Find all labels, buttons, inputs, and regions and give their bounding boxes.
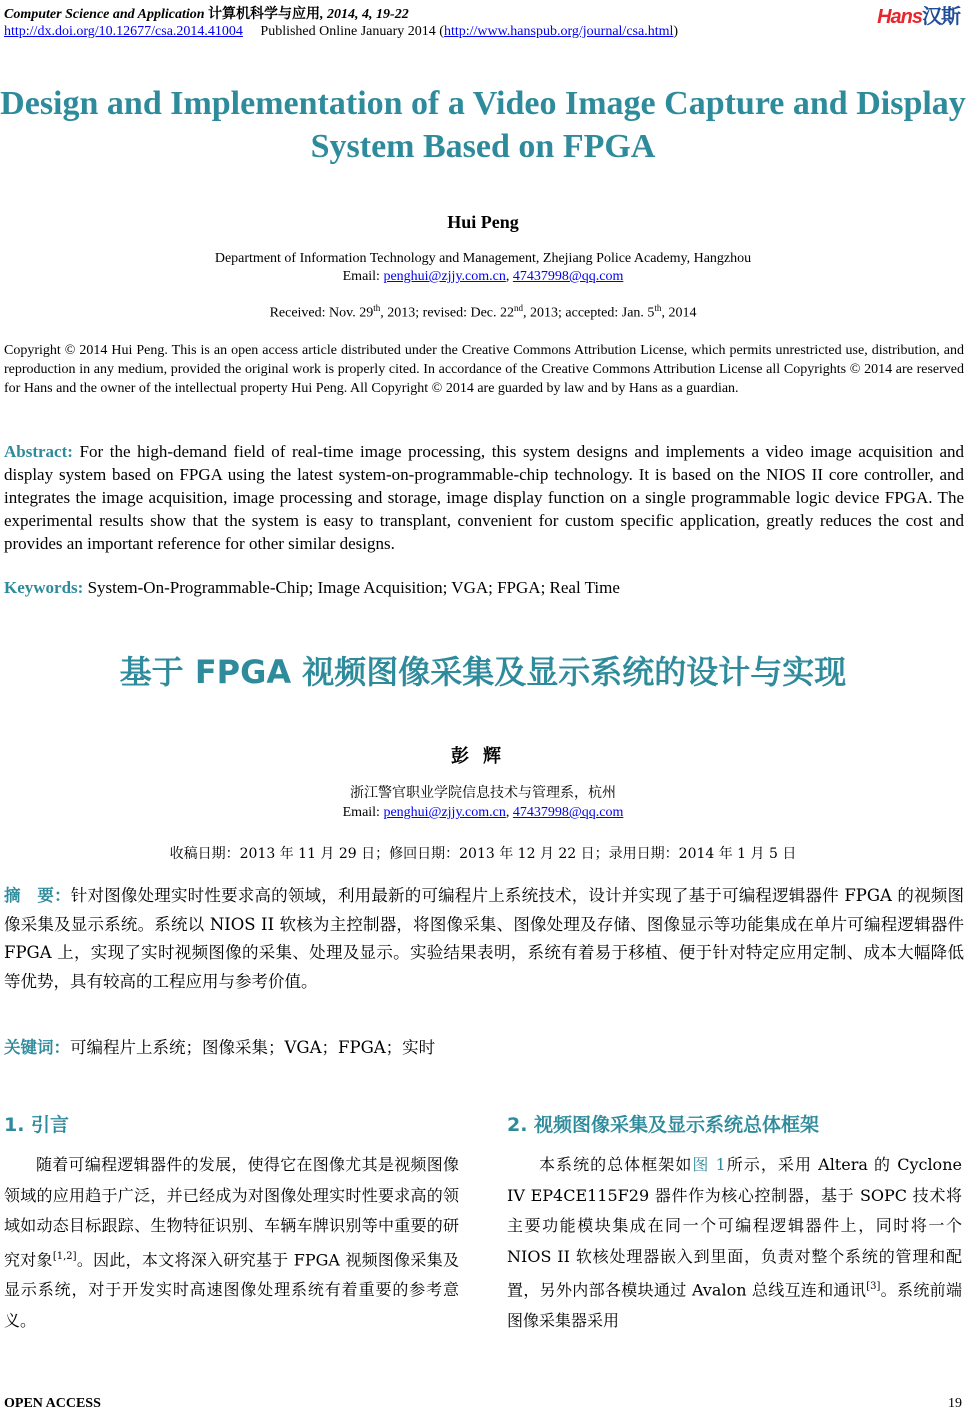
keywords-cn-label: 关键词：	[4, 1038, 70, 1057]
published-suffix: )	[673, 24, 679, 39]
section-framework	[507, 1110, 962, 1336]
section-1-heading: 1. 引言	[4, 1114, 70, 1136]
journal-citation: , 2014, 4, 19-22	[320, 7, 409, 22]
received-sup: th	[373, 303, 381, 313]
abstract-en	[4, 440, 964, 555]
affiliation-cn: 浙江警官职业学院信息技术与管理系，杭州	[350, 785, 616, 801]
abstract-cn-text: 针对图像处理实时性要求高的领域，利用最新的可编程片上系统技术，设计并实现了基于可编程逻辑器件 FPGA 的视频图像采集及显示系统。系统以 NIOS II 软核为主控制器，将图像采集、图像处理及存储、图像显示等功能集成在单片可编程逻辑器件 FPGA 上，实现了实时视频图像的采集、处理及显示。实验结果表明，系统有着易于移植、便于针对特定应用定制、成本大幅降低等优势，具有较高的工程应用与参考价值。	[4, 886, 965, 991]
received-date: Received: Nov. 29	[269, 305, 374, 321]
revised-sup: nd	[514, 303, 524, 313]
open-access-label: OPEN ACCESS	[4, 1396, 101, 1411]
email-separator: ,	[505, 269, 513, 284]
section-2-text-c: 。系统前端图像采集器采用	[507, 1280, 962, 1330]
published-prefix: Published Online January 2014 (	[260, 24, 444, 39]
abstract-text: For the high-demand field of real-time image processing, this system designs and implements a video image acquisition and display system based on FPGA using the latest system-on-programmable-chip technology. It is based on the NIOS II core controller, and integrates the image acquisition, image processing and storage, image display function on a single programmable logic device FPGA. The experimental results show that the system is easy to transplant, convenient for custom specific application, greatly reduces the cost and provides an important reference for other similar designs.	[4, 442, 964, 553]
affiliation-cn-block	[0, 784, 966, 822]
citation-ref-3[interactable]: [3]	[866, 1281, 881, 1292]
keywords-cn-text: 可编程片上系统；图像采集；VGA；FPGA；实时	[70, 1038, 436, 1057]
journal-header	[4, 3, 409, 23]
keywords-en	[4, 576, 964, 599]
email-separator-cn: ,	[505, 805, 513, 820]
logo-text-cn: 汉斯	[922, 4, 960, 28]
page-number: 19	[948, 1396, 962, 1411]
hans-logo	[877, 0, 960, 29]
dates-end: , 2014	[661, 305, 697, 321]
logo-text-en: Hans	[877, 6, 922, 28]
section-1-text-a: 随着可编程逻辑器件的发展，使得它在图像尤其是视频图像领域的应用趋于广泛，并已经成为对图像处理实时性要求高的领域如动态目标跟踪、生物特征识别、车辆车牌识别等中重要的研究对象	[4, 1155, 459, 1269]
email-link-cn-2[interactable]: 47437998@qq.com	[512, 805, 624, 820]
section-1-text-b: 。因此，本文将深入研究基于 FPGA 视频图像采集及显示系统，对于开发实时高速图像处理系统有着重要的参考意义。	[4, 1249, 459, 1330]
email-label-cn: Email:	[342, 805, 384, 820]
section-2-paragraph	[507, 1150, 962, 1336]
email-label: Email:	[342, 269, 384, 284]
email-line-cn	[0, 803, 966, 822]
doi-link[interactable]: http://dx.doi.org/10.12677/csa.2014.41004	[4, 24, 243, 39]
section-1-paragraph	[4, 1150, 459, 1336]
abstract-cn-label: 摘 要：	[4, 886, 71, 905]
paper-title-en: Design and Implementation of a Video Image Capture and Display System Based on FPGA	[0, 85, 966, 165]
accepted-date: , 2013; accepted: Jan. 5	[523, 305, 655, 321]
dates-cn: 收稿日期：2013 年 11 月 29 日；修回日期：2013 年 12 月 22 日；录用日期：2014 年 1 月 5 日	[169, 846, 797, 862]
email-line-en	[0, 268, 966, 286]
email-link-cn-1[interactable]: penghui@zjjy.com.cn	[383, 805, 506, 820]
figure-1-link[interactable]: 图 1	[692, 1155, 726, 1174]
section-2-text-b: 所示，采用 Altera 的 Cyclone IV EP4CE115F29 器件作为核心控制器，基于 SOPC 技术将主要功能模块集成在同一个可编程逻辑器件上，同时将一个 NIOS II 软核处理器嵌入到里面，负责对整个系统的管理和配置，另外内部各模块通过 Avalon 总线互连和通讯	[507, 1155, 962, 1300]
abstract-cn	[4, 882, 964, 996]
paper-title-cn: 基于 FPGA 视频图像采集及显示系统的设计与实现	[119, 653, 847, 691]
affiliation-en-block	[0, 250, 966, 286]
author-name-en: Hui Peng	[447, 212, 519, 232]
abstract-label: Abstract:	[4, 442, 73, 461]
revised-date: , 2013; revised: Dec. 22	[380, 305, 515, 321]
email-link-2[interactable]: 47437998@qq.com	[512, 269, 624, 284]
affiliation-en: Department of Information Technology and Management, Zhejiang Police Academy, Hangzhou	[214, 251, 752, 266]
publication-line	[4, 24, 678, 40]
keywords-cn	[4, 1034, 964, 1062]
section-2-heading: 2. 视频图像采集及显示系统总体框架	[507, 1114, 820, 1136]
keywords-label: Keywords:	[4, 578, 84, 597]
section-introduction	[4, 1110, 459, 1336]
keywords-text: System-On-Programmable-Chip; Image Acquisition; VGA; FPGA; Real Time	[83, 578, 620, 597]
section-2-text-a: 本系统的总体框架如	[539, 1155, 693, 1174]
author-name-cn: 彭辉	[451, 746, 515, 767]
dates-en	[0, 303, 966, 322]
journal-url-link[interactable]: http://www.hanspub.org/journal/csa.html	[443, 24, 674, 39]
copyright-notice: Copyright © 2014 Hui Peng. This is an open access article distributed under the Creative Commons Attribution License, which permits unrestricted use, distribution, and reproduction in any medium, provided the original work is properly cited. In accordance of the Creative Commons Attribution License all Copyrights © 2014 are reserved for Hans and the owner of the intellectual property Hui Peng. All Copyright © 2014 are guarded by law and by Hans as a guardian.	[4, 343, 964, 396]
email-link-1[interactable]: penghui@zjjy.com.cn	[383, 269, 506, 284]
journal-name: Computer Science and Application	[4, 7, 205, 22]
citation-ref-1-2[interactable]: [1,2]	[52, 1250, 77, 1262]
accepted-sup: th	[654, 303, 662, 313]
journal-name-cn: 计算机科学与应用	[208, 7, 321, 22]
